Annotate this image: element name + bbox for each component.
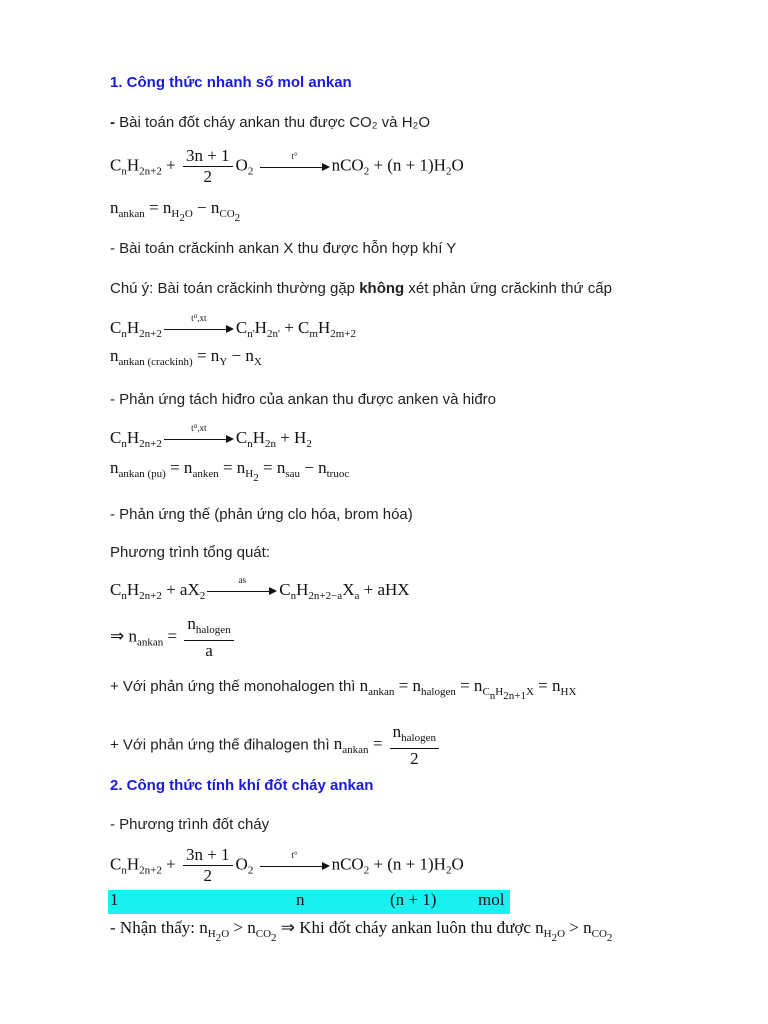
observation: - Nhận thấy: $n_{H_2O} > n_{CO_2}$ ⇒ Khi đốt cháy ankan luôn thu được $n_{H_2O} > n_{CO_2}$ xyxy=(110,918,613,944)
general-equation-label: Phương trình tổng quát: xyxy=(110,544,270,561)
combustion-equation: $C_nH_{2n+2}$ + $\frac{3n + 1}{2}$ $O_2$ t° $nCO_2 + (n + 1)H_2O$ xyxy=(110,146,464,186)
mono-formula: $n_{ankan} = n_{halogen} = n_{C_nH_{2n+1}X} = n_{HX}$ xyxy=(359,676,577,702)
cracking-intro: - Bài toán crăckinh ankan X thu được hỗn hợp khí Y xyxy=(110,240,457,257)
reaction-arrow: t° xyxy=(260,859,330,873)
dehydro-equation: $C_nH_{2n+2}$ t⁰,xt $C_nH_{2n} + H_2$ xyxy=(110,423,312,450)
combustion-label: - Phương trình đốt cháy xyxy=(110,816,270,833)
mol-unit: mol xyxy=(478,890,505,909)
reaction-arrow: t⁰,xt xyxy=(164,322,234,336)
reaction-arrow: t⁰,xt xyxy=(164,432,234,446)
di-label: + Với phản ứng thế đihalogen thì xyxy=(110,736,330,754)
cracking-equation: $C_nH_{2n+2}$ t⁰,xt $C_{n'}H_{2n'} + C_mH_{2m+2}$ xyxy=(110,313,356,340)
combustion-intro-text: Bài toán đốt cháy ankan thu được CO₂ và H₂O xyxy=(119,114,431,131)
mono-label: + Với phản ứng thế monohalogen thì xyxy=(110,678,356,695)
n-ankan-cracking: $n_{ankan (crackinh)} = n_Y - n_X$ xyxy=(110,346,262,368)
substitution-equation: $C_nH_{2n+2} + aX_2$ as $C_nH_{2n+2-a}X_a$ + aHX xyxy=(110,575,410,602)
mono-line xyxy=(110,676,576,702)
section-1-heading: 1. Công thức nhanh số mol ankan xyxy=(110,74,352,91)
mol-n-plus-1: (n + 1) xyxy=(390,890,437,909)
n-ankan-combustion: $n_{ankan} = n_{H_2O} - n_{CO_2}$ xyxy=(110,198,241,224)
cracking-note: Chú ý: Bài toán crăckinh thường gặp không xét phản ứng crăckinh thứ cấp xyxy=(110,280,612,297)
mol-1: 1 xyxy=(110,890,119,909)
n-ankan-general: ⇒ $n_{ankan}$ = $\frac{n_{halogen}}{a}$ xyxy=(110,614,237,661)
mol-n: n xyxy=(296,890,305,909)
di-formula: $n_{ankan}$ = $\frac{n_{halogen}}{2}$ xyxy=(334,734,442,753)
mol-highlight xyxy=(108,890,510,914)
substitution-intro: - Phản ứng thế (phản ứng clo hóa, brom hóa) xyxy=(110,506,413,523)
reaction-arrow: as xyxy=(207,584,277,598)
dash: - xyxy=(110,114,115,131)
di-line xyxy=(110,722,442,769)
section-2-heading: 2. Công thức tính khí đốt cháy ankan xyxy=(110,777,374,794)
combustion-intro xyxy=(110,114,430,131)
n-ankan-dehydro: $n_{ankan (pu)} = n_{anken} = n_{H_2} = n_{sau} - n_{truoc}$ xyxy=(110,458,350,484)
dehydro-intro: - Phản ứng tách hiđro của ankan thu được anken và hiđro xyxy=(110,391,496,408)
combustion-equation-2: $C_nH_{2n+2}$ + $\frac{3n + 1}{2}$ $O_2$ t° $nCO_2 + (n + 1)H_2O$ xyxy=(110,845,464,885)
note-bold: không xyxy=(359,280,405,297)
reaction-arrow: t° xyxy=(260,160,330,174)
